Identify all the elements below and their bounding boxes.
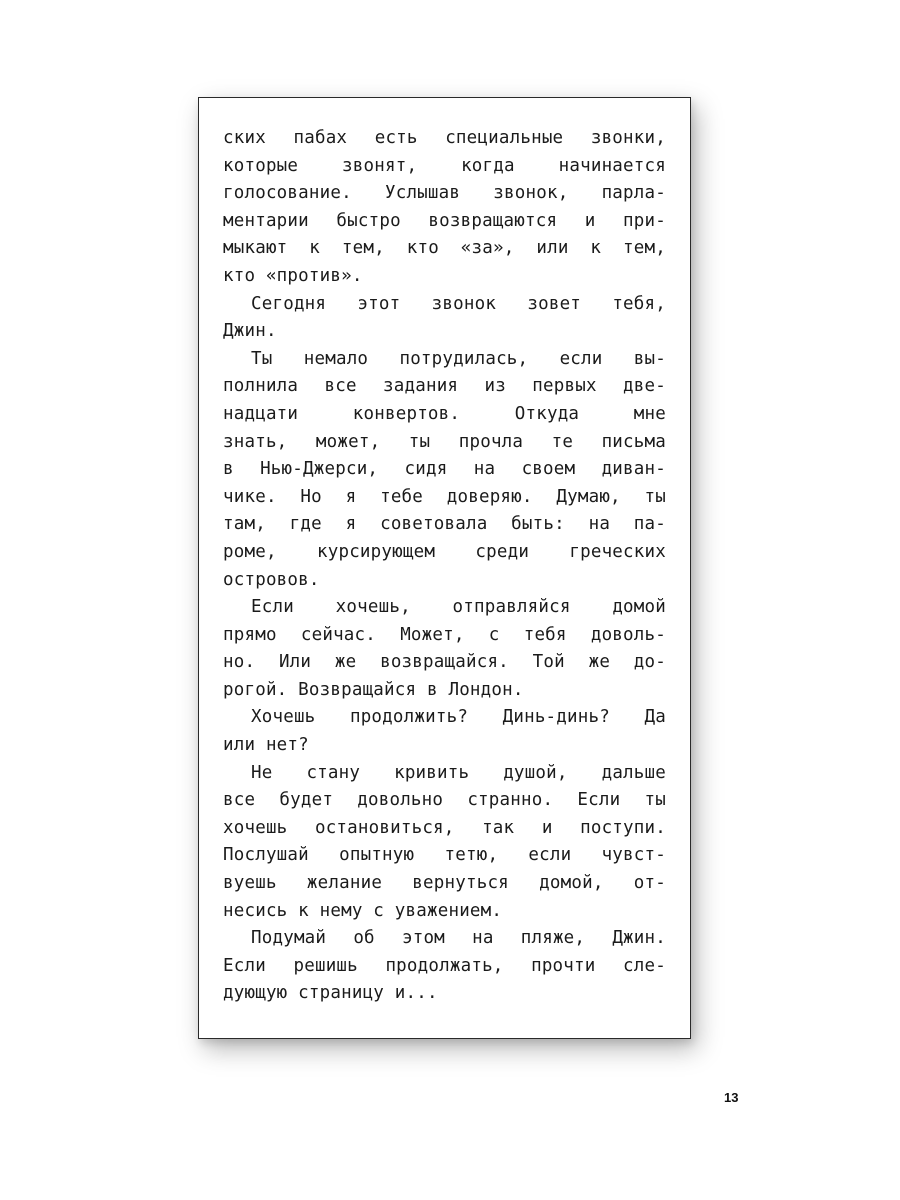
text-line: Если решишь продолжать, прочти сле- (223, 955, 666, 976)
text-line: но. Или же возвращайся. Той же до- (223, 652, 666, 673)
text-line: надцати конвертов. Откуда мне (223, 403, 666, 424)
text-line: голосование. Услышав звонок, парла- (223, 183, 666, 204)
text-line: Ты немало потрудилась, если вы- (251, 348, 666, 369)
text-line: Сегодня этот звонок зовет тебя, (251, 293, 666, 314)
text-line: все будет довольно странно. Если ты (223, 790, 666, 811)
text-line: роме, курсирующем среди греческих (223, 541, 666, 562)
text-line: вуешь желание вернуться домой, от- (223, 873, 666, 894)
text-line: дующую страницу и... (223, 983, 438, 1004)
text-line: в Нью-Джерси, сидя на своем диван- (223, 459, 666, 480)
text-line: ментарии быстро возвращаются и при- (223, 210, 666, 231)
text-line: хочешь остановиться, так и поступи. (223, 817, 666, 838)
text-line: Если хочешь, отправляйся домой (251, 597, 666, 618)
page-number: 13 (724, 1090, 739, 1105)
text-line: Послушай опытную тетю, если чувст- (223, 845, 666, 866)
text-line: знать, может, ты прочла те письма (223, 431, 666, 452)
text-line: островов. (223, 569, 320, 590)
text-line: прямо сейчас. Может, с тебя доволь- (223, 624, 666, 645)
text-line: полнила все задания из первых две- (223, 376, 666, 397)
text-line: Джин. (223, 321, 277, 342)
text-line: или нет? (223, 735, 309, 756)
text-line: кто «против». (223, 265, 363, 286)
text-line: чике. Но я тебе доверяю. Думаю, ты (223, 486, 666, 507)
text-line: которые звонят, когда начинается (223, 155, 666, 176)
letter-page (198, 97, 691, 1039)
text-line: ских пабах есть специальные звонки, (223, 128, 666, 148)
text-line: Хочешь продолжить? Динь-динь? Да (251, 707, 666, 728)
text-line: Подумай об этом на пляже, Джин. (251, 928, 666, 949)
text-line: Не стану кривить душой, дальше (251, 762, 666, 783)
text-line: там, где я советовала быть: на па- (223, 514, 666, 535)
text-line: рогой. Возвращайся в Лондон. (223, 679, 524, 700)
text-line: несись к нему с уважением. (223, 900, 503, 921)
text-line: мыкают к тем, кто «за», или к тем, (223, 238, 666, 259)
